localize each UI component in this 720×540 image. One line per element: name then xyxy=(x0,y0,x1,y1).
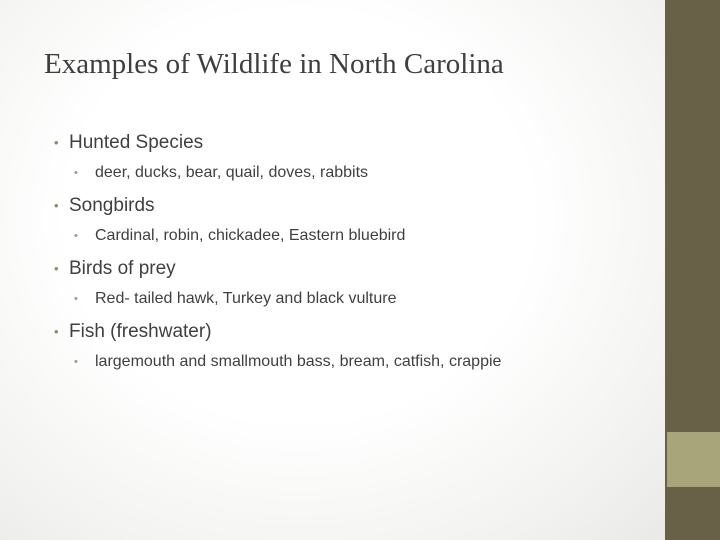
sub-bullet-item xyxy=(54,221,654,254)
bullet-list xyxy=(54,128,654,380)
slide-title: Examples of Wildlife in North Carolina xyxy=(44,48,504,80)
sub-bullet-item xyxy=(54,158,654,191)
bullet-item-fish xyxy=(54,317,654,347)
sub-bullet-icon: • xyxy=(74,230,78,242)
sub-bullet-icon: • xyxy=(74,293,78,305)
sub-bullet-label: deer, ducks, bear, quail, doves, rabbits xyxy=(95,164,369,181)
sub-bullet-icon: • xyxy=(74,167,78,179)
sub-bullet-label: Red- tailed hawk, Turkey and black vulture xyxy=(95,290,397,307)
side-accent-block xyxy=(667,432,720,487)
bullet-label: Hunted Species xyxy=(69,132,204,153)
bullet-item-birds-of-prey xyxy=(54,254,654,284)
bullet-label: Songbirds xyxy=(69,195,155,216)
sub-bullet-item xyxy=(54,347,654,380)
sub-bullet-label: largemouth and smallmouth bass, bream, catfish, crappie xyxy=(95,353,502,370)
sub-bullet-icon: • xyxy=(74,356,78,368)
bullet-item-songbirds xyxy=(54,191,654,221)
sub-bullet-label: Cardinal, robin, chickadee, Eastern bluebird xyxy=(95,227,406,244)
sub-bullet-item xyxy=(54,284,654,317)
bullet-label: Birds of prey xyxy=(69,258,176,279)
bullet-item-hunted-species xyxy=(54,128,654,158)
bullet-icon: • xyxy=(54,135,59,150)
bullet-icon: • xyxy=(54,198,59,213)
bullet-icon: • xyxy=(54,324,59,339)
bullet-icon: • xyxy=(54,261,59,276)
bullet-label: Fish (freshwater) xyxy=(69,321,212,342)
